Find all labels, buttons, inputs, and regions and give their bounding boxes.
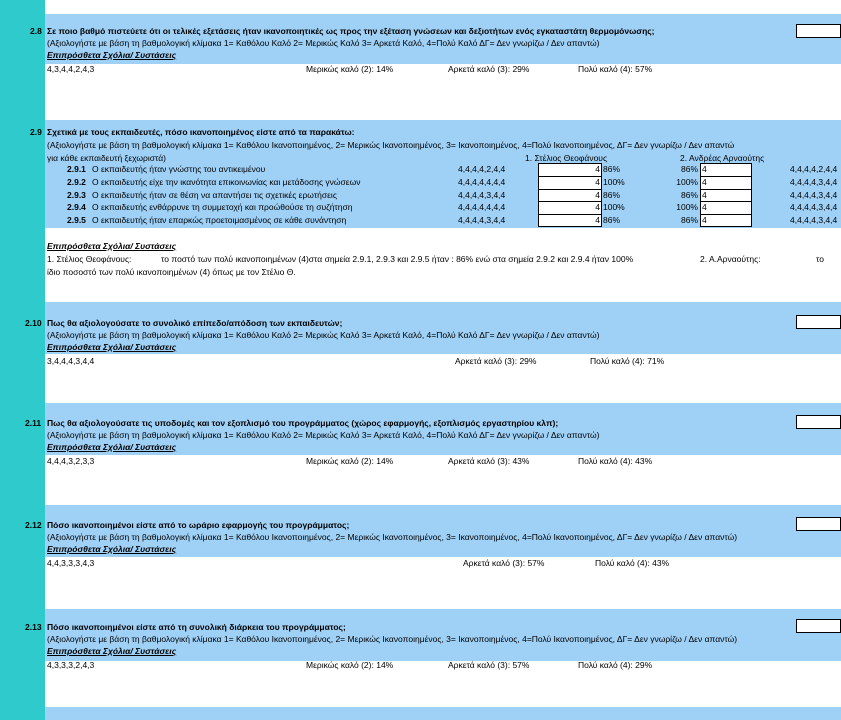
stat-fair: Αρκετά καλό (3): 43% — [448, 456, 530, 466]
question-number: 2.9 — [30, 127, 42, 137]
trainer-2-answers: 4,4,4,4,3,4,4 — [790, 215, 838, 225]
trainer-1-score-cell[interactable]: 4 — [595, 202, 600, 212]
rating-scale-text: (Αξιολογήστε με βάση τη βαθμολογική κλίμακα 1= Καθόλου Καλό 2= Μερικώς Καλό 3= Αρκετά Καλό, 4=Πολύ Καλό ΔΓ= Δεν γνωρίζω / Δεν απαντώ) — [47, 430, 600, 440]
trainer-2-score-column — [700, 163, 752, 227]
trainer-2-answers: 4,4,4,4,3,4,4 — [790, 177, 838, 187]
question-title: Πως θα αξιολογούσατε το συνολικό επίπεδο/απόδοση των εκπαιδευτών; — [47, 318, 343, 328]
grid-line — [700, 201, 752, 202]
comment-trainer-2-label: 2. Α.Αρναούτης: — [700, 254, 761, 264]
question-title: Σχετικά με τους εκπαιδευτές, πόσο ικανοποιημένος είστε από τα παρακάτω: — [47, 127, 355, 137]
trainer-1-percent: 86% — [603, 190, 621, 200]
trainer-1-answers: 4,4,4,4,3,4,4 — [458, 215, 506, 225]
stat-very-good: Πολύ καλό (4): 71% — [590, 356, 665, 366]
sub-question-text: Ο εκπαιδευτής είχε την ικανότητα επικοινωνίας και μετάδοσης γνώσεων — [92, 177, 361, 187]
trainer-2-percent: 86% — [680, 190, 698, 200]
answers-list: 4,4,4,3,2,3,3 — [47, 456, 95, 466]
trainer-2-score-cell[interactable]: 4 — [702, 177, 707, 187]
trainer-1-percent: 86% — [603, 164, 621, 174]
answer-input-cell[interactable] — [796, 517, 841, 531]
comments-label: Επιπρόσθετα Σχόλια/ Συστάσεις — [47, 544, 177, 554]
trainer-1-score-cell[interactable]: 4 — [595, 177, 600, 187]
left-color-stripe — [0, 0, 45, 720]
question-number: 2.11 — [25, 418, 42, 428]
trainer-1-answers: 4,4,4,4,2,4,4 — [458, 164, 506, 174]
grid-line — [538, 214, 602, 215]
question-title: Πόσο ικανοποιημένοι είστε από το ωράριο εφαρμογής του προγράμματος; — [47, 520, 350, 530]
stat-very-good: Πολύ καλό (4): 43% — [595, 558, 670, 568]
sub-question-text: Ο εκπαιδευτής ήταν γνώστης του αντικειμένου — [92, 164, 266, 174]
trainer-2-score-cell[interactable]: 4 — [702, 164, 707, 174]
comments-label: Επιπρόσθετα Σχόλια/ Συστάσεις — [47, 50, 177, 60]
answer-input-cell[interactable] — [796, 315, 841, 329]
trainer-1-answers: 4,4,4,4,3,4,4 — [458, 190, 506, 200]
grid-line — [538, 201, 602, 202]
sub-question-id: 2.9.2 — [67, 177, 86, 187]
trainer-2-percent: 100% — [676, 177, 698, 187]
comment-trainer-1-text: το ποστό των πολύ ικανοποιημένων (4)στα σημεία 2.9.1, 2.9.3 και 2.9.5 ήταν : 86% ενώ στα σημεία 2.9.2 και 2.9.4 ήταν 100% — [161, 254, 634, 264]
comments-label: Επιπρόσθετα Σχόλια/ Συστάσεις — [47, 646, 177, 656]
stat-partial: Μερικώς καλό (2): 14% — [306, 456, 394, 466]
stat-very-good: Πολύ καλό (4): 29% — [578, 660, 653, 670]
trainer-1-answers: 4,4,4,4,4,4,4 — [458, 202, 506, 212]
next-question-band — [45, 707, 841, 720]
question-title: Σε ποιο βαθμό πιστεύετε ότι οι τελικές εξετάσεις ήταν ικανοποιητικές ως προς την εξέταση γνώσεων και δεξιοτήτων ενός εγκαταστάτη θερμομόνωσης; — [47, 26, 655, 36]
stat-fair: Αρκετά καλό (3): 29% — [448, 64, 530, 74]
answers-list: 4,3,4,4,2,4,3 — [47, 64, 95, 74]
trainer-1-percent: 100% — [603, 202, 625, 212]
comments-label: Επιπρόσθετα Σχόλια/ Συστάσεις — [47, 241, 177, 251]
answer-input-cell[interactable] — [796, 619, 841, 633]
trainer-2-answers: 4,4,4,4,3,4,4 — [790, 202, 838, 212]
grid-line — [700, 189, 752, 190]
rating-scale-text: (Αξιολογήστε με βάση τη βαθμολογική κλίμακα 1= Καθόλου Καλό 2= Μερικώς Καλό 3= Αρκετά Καλό, 4=Πολύ Καλό ΔΓ= Δεν γνωρίζω / Δεν απαντώ) — [47, 330, 600, 340]
trainer-1-header: 1. Στέλιος Θεοφάνους — [525, 153, 608, 163]
trainer-2-answers: 4,4,4,4,2,4,4 — [790, 164, 838, 174]
sub-question-id: 2.9.1 — [67, 164, 86, 174]
question-number: 2.10 — [25, 318, 42, 328]
stat-fair: Αρκετά καλό (3): 57% — [463, 558, 545, 568]
trainer-2-score-cell[interactable]: 4 — [702, 190, 707, 200]
trainer-1-score-cell[interactable]: 4 — [595, 164, 600, 174]
trainer-1-percent: 100% — [603, 177, 625, 187]
answers-list: 3,4,4,4,3,4,4 — [47, 356, 95, 366]
answers-list: 4,3,3,3,2,4,3 — [47, 660, 95, 670]
sub-question-text: Ο εκπαιδευτής ήταν επαρκώς προετοιμασμένος σε κάθε συνάντηση — [92, 215, 347, 225]
trainer-2-score-cell[interactable]: 4 — [702, 215, 707, 225]
trainer-2-percent: 86% — [680, 215, 698, 225]
grid-line — [538, 176, 602, 177]
trainer-2-header: 2. Ανδρέας Αρναούτης — [680, 153, 765, 163]
comment-trainer-1-label: 1. Στέλιος Θεοφάνους: — [47, 254, 132, 264]
sub-question-text: Ο εκπαιδευτής ενθάρρυνε τη συμμετοχή και προώθούσε τη συζήτηση — [92, 202, 353, 212]
comments-label: Επιπρόσθετα Σχόλια/ Συστάσεις — [47, 442, 177, 452]
question-title: Πως θα αξιολογούσατε τις υποδομές και τον εξοπλισμό του προγράμματος (χώρος εφαρμογής, εξοπλισμός εργαστηρίου κλπ); — [47, 418, 559, 428]
trainer-1-score-cell[interactable]: 4 — [595, 190, 600, 200]
trainer-2-answers: 4,4,4,4,3,4,4 — [790, 190, 838, 200]
trainer-1-percent: 86% — [603, 215, 621, 225]
stat-very-good: Πολύ καλό (4): 43% — [578, 456, 653, 466]
trainer-2-percent: 100% — [676, 202, 698, 212]
stat-very-good: Πολύ καλό (4): 57% — [578, 64, 653, 74]
rating-scale-text-cont: για κάθε εκπαιδευτή ξεχωριστά) — [47, 153, 166, 163]
trainer-1-answers: 4,4,4,4,4,4,4 — [458, 177, 506, 187]
grid-line — [538, 189, 602, 190]
sub-question-id: 2.9.5 — [67, 215, 86, 225]
stat-fair: Αρκετά καλό (3): 29% — [455, 356, 537, 366]
grid-line — [700, 214, 752, 215]
rating-scale-text: (Αξιολογήστε με βάση τη βαθμολογική κλίμακα 1= Καθόλου Ικανοποιημένος, 2= Μερικώς Ικανοποιημένος, 3= Ικανοποιημένος, 4=Πολύ Ικανοποιημένος, ΔΓ= Δεν γνωρίζω / Δεν απαντώ) — [47, 634, 738, 644]
sub-question-text: Ο εκπαιδευτής ήταν σε θέση να απαντήσει τις σχετικές ερωτήσεις — [92, 190, 337, 200]
grid-line — [700, 176, 752, 177]
comment-trainer-2-text: το — [816, 254, 824, 264]
rating-scale-text: (Αξιολογήστε με βάση τη βαθμολογική κλίμακα 1= Καθόλου Ικανοποιημένος, 2= Μερικώς Ικανοποιημένος, 3= Ικανοποιημένος, 4=Πολύ Ικανοποιημένος, ΔΓ= Δεν γνωρίζω / Δεν απαντώ — [47, 140, 735, 150]
question-number: 2.8 — [30, 26, 42, 36]
answers-list: 4,4,3,3,3,4,3 — [47, 558, 95, 568]
trainer-2-percent: 86% — [680, 164, 698, 174]
stat-partial: Μερικώς καλό (2): 14% — [306, 64, 394, 74]
question-title: Πόσο ικανοποιημένοι είστε από τη συνολική διάρκεια του προγράμματος; — [47, 622, 346, 632]
rating-scale-text: (Αξιολογήστε με βάση τη βαθμολογική κλίμακα 1= Καθόλου Ικανοποιημένος, 2= Μερικώς Ικανοποιημένος, 3= Ικανοποιημένος, 4=Πολύ Ικανοποιημένος, ΔΓ= Δεν γνωρίζω / Δεν απαντώ) — [47, 532, 738, 542]
answer-input-cell[interactable] — [796, 415, 841, 429]
trainer-2-score-cell[interactable]: 4 — [702, 202, 707, 212]
sub-question-id: 2.9.4 — [67, 202, 86, 212]
stat-partial: Μερικώς καλό (2): 14% — [306, 660, 394, 670]
stat-fair: Αρκετά καλό (3): 57% — [448, 660, 530, 670]
question-number: 2.12 — [25, 520, 42, 530]
answer-input-cell[interactable] — [796, 24, 841, 38]
rating-scale-text: (Αξιολογήστε με βάση τη βαθμολογική κλίμακα 1= Καθόλου Καλό 2= Μερικώς Καλό 3= Αρκετά Καλό, 4=Πολύ Καλό ΔΓ= Δεν γνωρίζω / Δεν απαντώ) — [47, 38, 600, 48]
trainer-1-score-cell[interactable]: 4 — [595, 215, 600, 225]
comments-label: Επιπρόσθετα Σχόλια/ Συστάσεις — [47, 342, 177, 352]
sub-question-id: 2.9.3 — [67, 190, 86, 200]
question-number: 2.13 — [25, 622, 42, 632]
comment-continuation: ίδιο ποσοστό των πολύ ικανοποιημένων (4) όπως με τον Στέλιο Θ. — [47, 267, 296, 277]
